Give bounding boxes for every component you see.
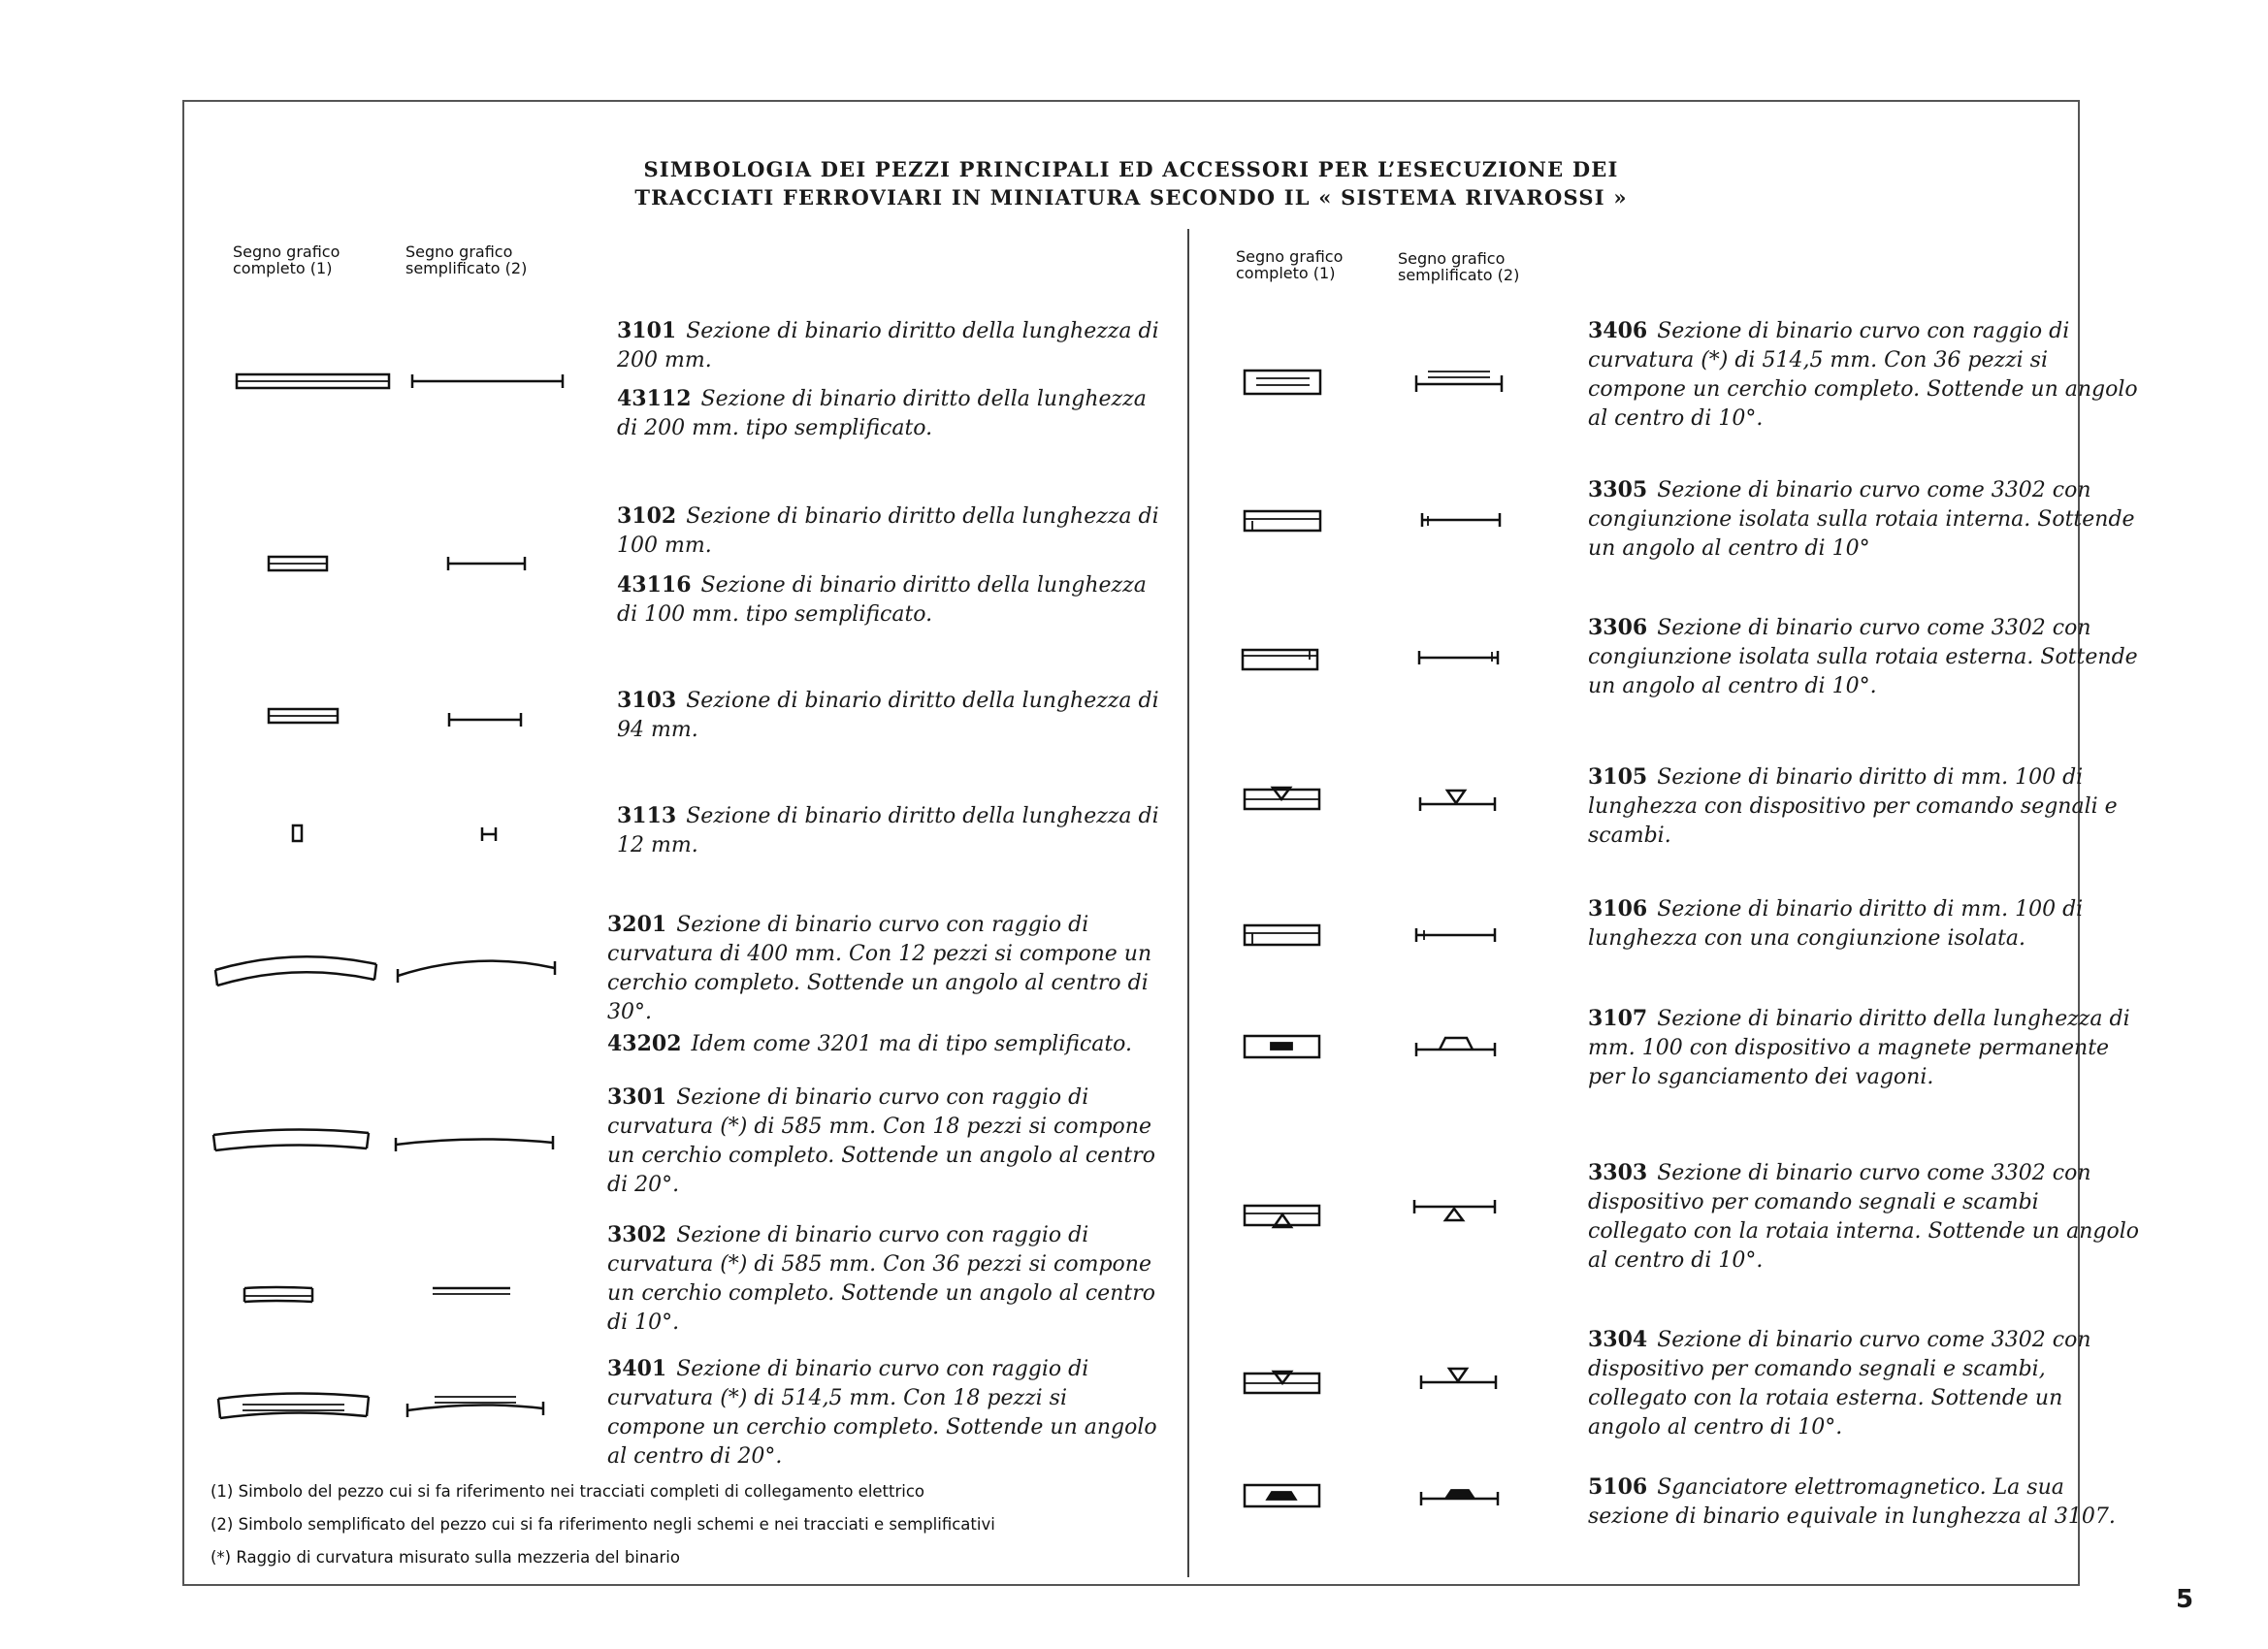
symbol-3303-complete-icon	[1245, 1206, 1319, 1227]
symbol-3102-complete-icon	[269, 557, 327, 570]
entry-43202: 43202 Idem come 3201 ma di tipo semplificato.	[607, 1031, 1133, 1056]
entry-3306: 3306 Sezione di binario curvo come 3302 con congiunzione isolata sulla rotaia esterna. Sottende un angolo al centro di 10°.	[1588, 615, 2138, 698]
symbol-43116-simplified-icon	[448, 557, 525, 570]
symbol-3406-simplified-icon	[1416, 372, 1502, 392]
header-complete-right: Segno grafico completo (1)	[1236, 247, 1344, 282]
symbol-3306-complete-icon	[1243, 650, 1317, 669]
entry-3305: 3305 Sezione di binario curvo come 3302 con congiunzione isolata sulla rotaia interna. Sottende un angolo al centro di 10°	[1588, 477, 2135, 561]
symbol-3401-simplified-icon	[407, 1397, 543, 1417]
title-line-1: SIMBOLOGIA DEI PEZZI PRINCIPALI ED ACCESSORI PER L’ESECUZIONE DEI	[643, 157, 1619, 181]
entry-3107: 3107 Sezione di binario diritto della lunghezza di mm. 100 con dispositivo a magnete permanente per lo sganciamento dei vagoni.	[1588, 1006, 2130, 1089]
symbol-3304-complete-icon	[1245, 1372, 1319, 1393]
symbol-3406-complete-icon	[1245, 371, 1320, 394]
symbol-5106-complete-icon	[1245, 1485, 1319, 1506]
symbol-3304-simplified-icon	[1421, 1369, 1496, 1389]
symbol-3201-complete-icon	[215, 956, 376, 986]
header-simplified-right: Segno grafico semplificato (2)	[1398, 249, 1520, 284]
symbol-43202-simplified-icon	[398, 961, 555, 983]
entry-43112: 43112 Sezione di binario diritto della lunghezza di 200 mm. tipo semplificato.	[617, 386, 1147, 440]
entry-3106: 3106 Sezione di binario diritto di mm. 100 di lunghezza con una congiunzione isolata.	[1588, 896, 2084, 951]
symbol-3401-complete-icon	[218, 1393, 369, 1418]
symbol-3113-complete-icon	[293, 825, 302, 841]
header-complete-left: Segno grafico completo (1)	[233, 242, 340, 277]
entry-43116: 43116 Sezione di binario diritto della lunghezza di 100 mm. tipo semplificato.	[617, 572, 1147, 627]
entry-3105: 3105 Sezione di binario diritto di mm. 100 di lunghezza con dispositivo per comando segnali e scambi.	[1588, 764, 2118, 848]
entry-5106: 5106 Sganciatore elettromagnetico. La sua sezione di binario equivale in lunghezza al 3107.	[1588, 1474, 2116, 1529]
entry-3113: 3113 Sezione di binario diritto della lunghezza di 12 mm.	[617, 803, 1159, 857]
entry-3103: 3103 Sezione di binario diritto della lunghezza di 94 mm.	[617, 688, 1159, 742]
symbol-3306-simplified-icon	[1419, 651, 1498, 664]
symbol-3303-simplified-icon	[1414, 1200, 1495, 1220]
symbol-3103-simplified-icon	[449, 713, 521, 727]
entry-3303: 3303 Sezione di binario curvo come 3302 con dispositivo per comando segnali e scambi collegato con la rotaia interna. Sottende un angolo al centro di 10°.	[1588, 1160, 2140, 1273]
symbol-43112-simplified-icon	[412, 374, 563, 388]
footnote-2: (2) Simbolo semplificato del pezzo cui si fa riferimento negli schemi e nei tracciati e semplificativi	[211, 1515, 995, 1534]
symbol-3105-complete-icon	[1245, 788, 1319, 809]
entry-3401: 3401 Sezione di binario curvo con raggio di curvatura (*) di 514,5 mm. Con 18 pezzi si compone un cerchio completo. Sottende un angolo al centro di 20°.	[607, 1356, 1157, 1469]
entry-3101: 3101 Sezione di binario diritto della lunghezza di 200 mm.	[617, 318, 1159, 372]
symbol-3101-complete-icon	[237, 374, 389, 388]
entry-3201: 3201 Sezione di binario curvo con raggio di curvatura di 400 mm. Con 12 pezzi si compone un cerchio completo. Sottende un angolo al centro di 30°.	[607, 912, 1152, 1024]
entry-3302: 3302 Sezione di binario curvo con raggio di curvatura (*) di 585 mm. Con 36 pezzi si compone un cerchio completo. Sottende un angolo al centro di 10°.	[607, 1222, 1155, 1335]
symbol-3105-simplified-icon	[1420, 791, 1495, 811]
entry-3304: 3304 Sezione di binario curvo come 3302 con dispositivo per comando segnali e scambi, collegato con la rotaia esterna. Sottende un angolo al centro di 10°.	[1588, 1327, 2091, 1439]
entry-3102: 3102 Sezione di binario diritto della lunghezza di 100 mm.	[617, 503, 1159, 558]
symbol-3106-simplified-icon	[1416, 928, 1495, 942]
symbol-3301-simplified-icon	[396, 1136, 553, 1151]
symbol-5106-simplified-icon	[1421, 1490, 1498, 1505]
symbol-3302-complete-icon	[244, 1287, 312, 1302]
symbol-3106-complete-icon	[1245, 925, 1319, 945]
symbol-3113-simplified-icon	[482, 827, 496, 841]
symbol-3107-complete-icon	[1245, 1036, 1319, 1057]
symbol-3305-complete-icon	[1245, 511, 1320, 531]
symbol-3305-simplified-icon	[1422, 513, 1500, 527]
header-simplified-left: Segno grafico semplificato (2)	[405, 242, 528, 277]
entry-3406: 3406 Sezione di binario curvo con raggio di curvatura (*) di 514,5 mm. Con 36 pezzi si compone un cerchio completo. Sottende un angolo al centro di 10°.	[1588, 318, 2138, 431]
footnote-1: (1) Simbolo del pezzo cui si fa riferimento nei tracciati completi di collegamento elettrico	[211, 1482, 925, 1501]
entry-3301: 3301 Sezione di binario curvo con raggio di curvatura (*) di 585 mm. Con 18 pezzi si compone un cerchio completo. Sottende un angolo al centro di 20°.	[607, 1084, 1155, 1197]
symbol-3302-simplified-icon	[433, 1288, 510, 1294]
symbol-3301-complete-icon	[213, 1129, 369, 1150]
title-line-2: TRACCIATI FERROVIARI IN MINIATURA SECONDO IL « SISTEMA RIVAROSSI »	[634, 185, 1628, 210]
footnote-3: (*) Raggio di curvatura misurato sulla mezzeria del binario	[211, 1548, 680, 1567]
symbol-3107-simplified-icon	[1416, 1038, 1495, 1056]
page-number: 5	[2176, 1585, 2194, 1614]
symbol-3103-complete-icon	[269, 709, 338, 723]
